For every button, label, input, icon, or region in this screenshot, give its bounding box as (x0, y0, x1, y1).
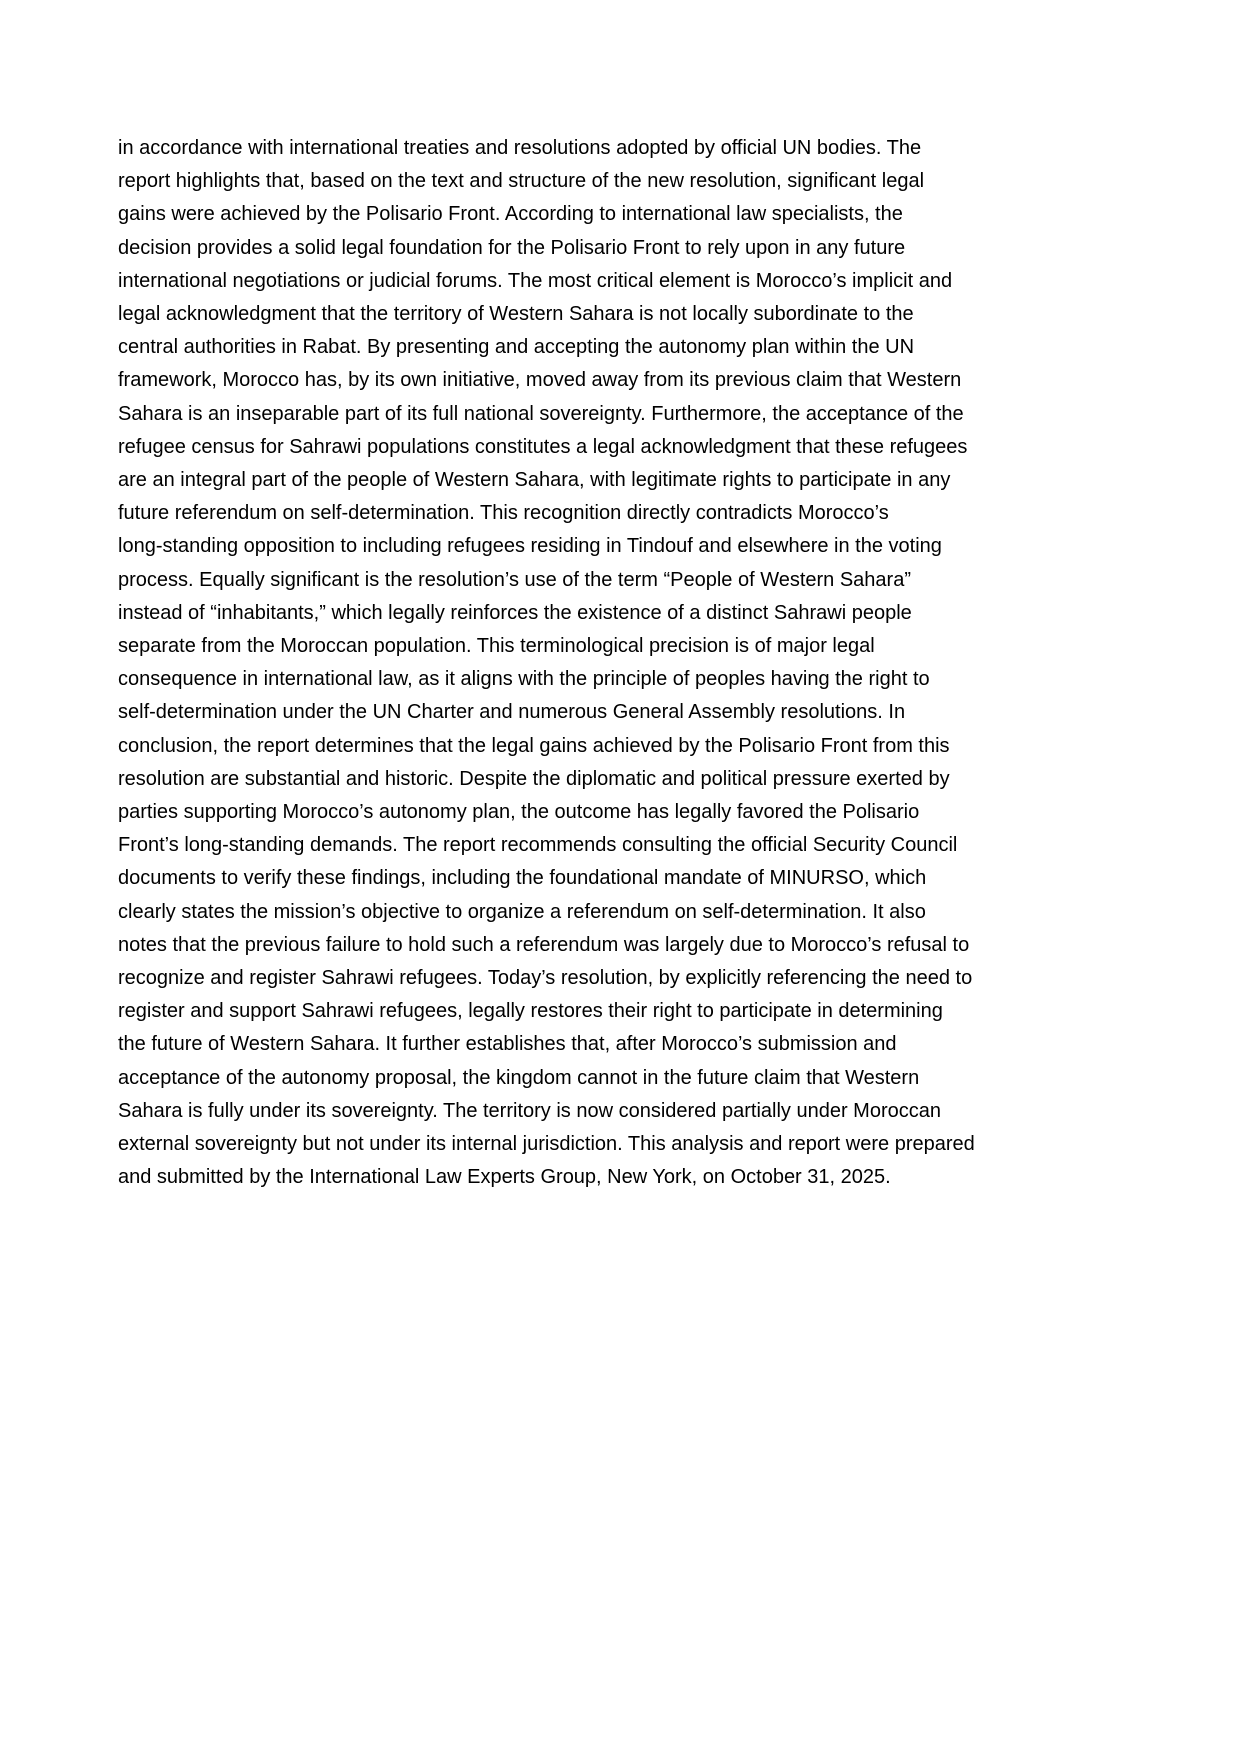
text-line: and submitted by the International Law Experts Group, New York, on October 31, 2025. (118, 1166, 891, 1189)
report-paragraph (118, 132, 1126, 1195)
text-line: framework, Morocco has, by its own initiative, moved away from its previous claim that Western (118, 369, 962, 392)
text-line: Front’s long-standing demands. The report recommends consulting the official Security Council (118, 834, 958, 857)
text-line: consequence in international law, as it aligns with the principle of peoples having the right to (118, 668, 930, 691)
text-line: external sovereignty but not under its internal jurisdiction. This analysis and report were prepared (118, 1133, 975, 1156)
text-line: clearly states the mission’s objective to organize a referendum on self-determination. It also (118, 900, 926, 923)
text-line: self-determination under the UN Charter and numerous General Assembly resolutions. In (118, 701, 906, 724)
text-line: acceptance of the autonomy proposal, the kingdom cannot in the future claim that Western (118, 1066, 920, 1089)
text-line: the future of Western Sahara. It further establishes that, after Morocco’s submission and (118, 1033, 897, 1056)
text-line: future referendum on self-determination. This recognition directly contradicts Morocco’s (118, 502, 889, 525)
text-line: documents to verify these findings, including the foundational mandate of MINURSO, which (118, 867, 927, 890)
text-line: central authorities in Rabat. By presenting and accepting the autonomy plan within the UN (118, 336, 915, 359)
text-line: register and support Sahrawi refugees, legally restores their right to participate in determining (118, 1000, 943, 1023)
text-line: gains were achieved by the Polisario Front. According to international law specialists, the (118, 203, 903, 226)
text-line: parties supporting Morocco’s autonomy plan, the outcome has legally favored the Polisario (118, 801, 920, 824)
text-line: separate from the Moroccan population. This terminological precision is of major legal (118, 635, 875, 658)
text-line: refugee census for Sahrawi populations constitutes a legal acknowledgment that these refugees (118, 435, 968, 458)
text-line: long-standing opposition to including refugees residing in Tindouf and elsewhere in the voting (118, 535, 942, 558)
text-line: are an integral part of the people of Western Sahara, with legitimate rights to participate in any (118, 469, 951, 492)
text-line: report highlights that, based on the text and structure of the new resolution, significant legal (118, 170, 925, 193)
text-line: in accordance with international treaties and resolutions adopted by official UN bodies. The (118, 137, 922, 159)
text-line: recognize and register Sahrawi refugees. Today’s resolution, by explicitly referencing the need to (118, 967, 973, 990)
text-line: process. Equally significant is the resolution’s use of the term “People of Western Sahara” (118, 568, 911, 591)
text-line: notes that the previous failure to hold such a referendum was largely due to Morocco’s refusal to (118, 933, 970, 956)
text-line: Sahara is an inseparable part of its full national sovereignty. Furthermore, the acceptance of the (118, 402, 964, 425)
text-line: Sahara is fully under its sovereignty. The territory is now considered partially under Moroccan (118, 1099, 941, 1122)
text-line: legal acknowledgment that the territory of Western Sahara is not locally subordinate to the (118, 303, 914, 326)
text-line: international negotiations or judicial forums. The most critical element is Morocco’s implicit and (118, 269, 953, 292)
text-line: resolution are substantial and historic. Despite the diplomatic and political pressure exerted by (118, 767, 950, 790)
text-line: instead of “inhabitants,” which legally reinforces the existence of a distinct Sahrawi people (118, 601, 912, 624)
text-line: conclusion, the report determines that the legal gains achieved by the Polisario Front from this (118, 734, 950, 757)
text-line: decision provides a solid legal foundation for the Polisario Front to rely upon in any future (118, 236, 906, 259)
